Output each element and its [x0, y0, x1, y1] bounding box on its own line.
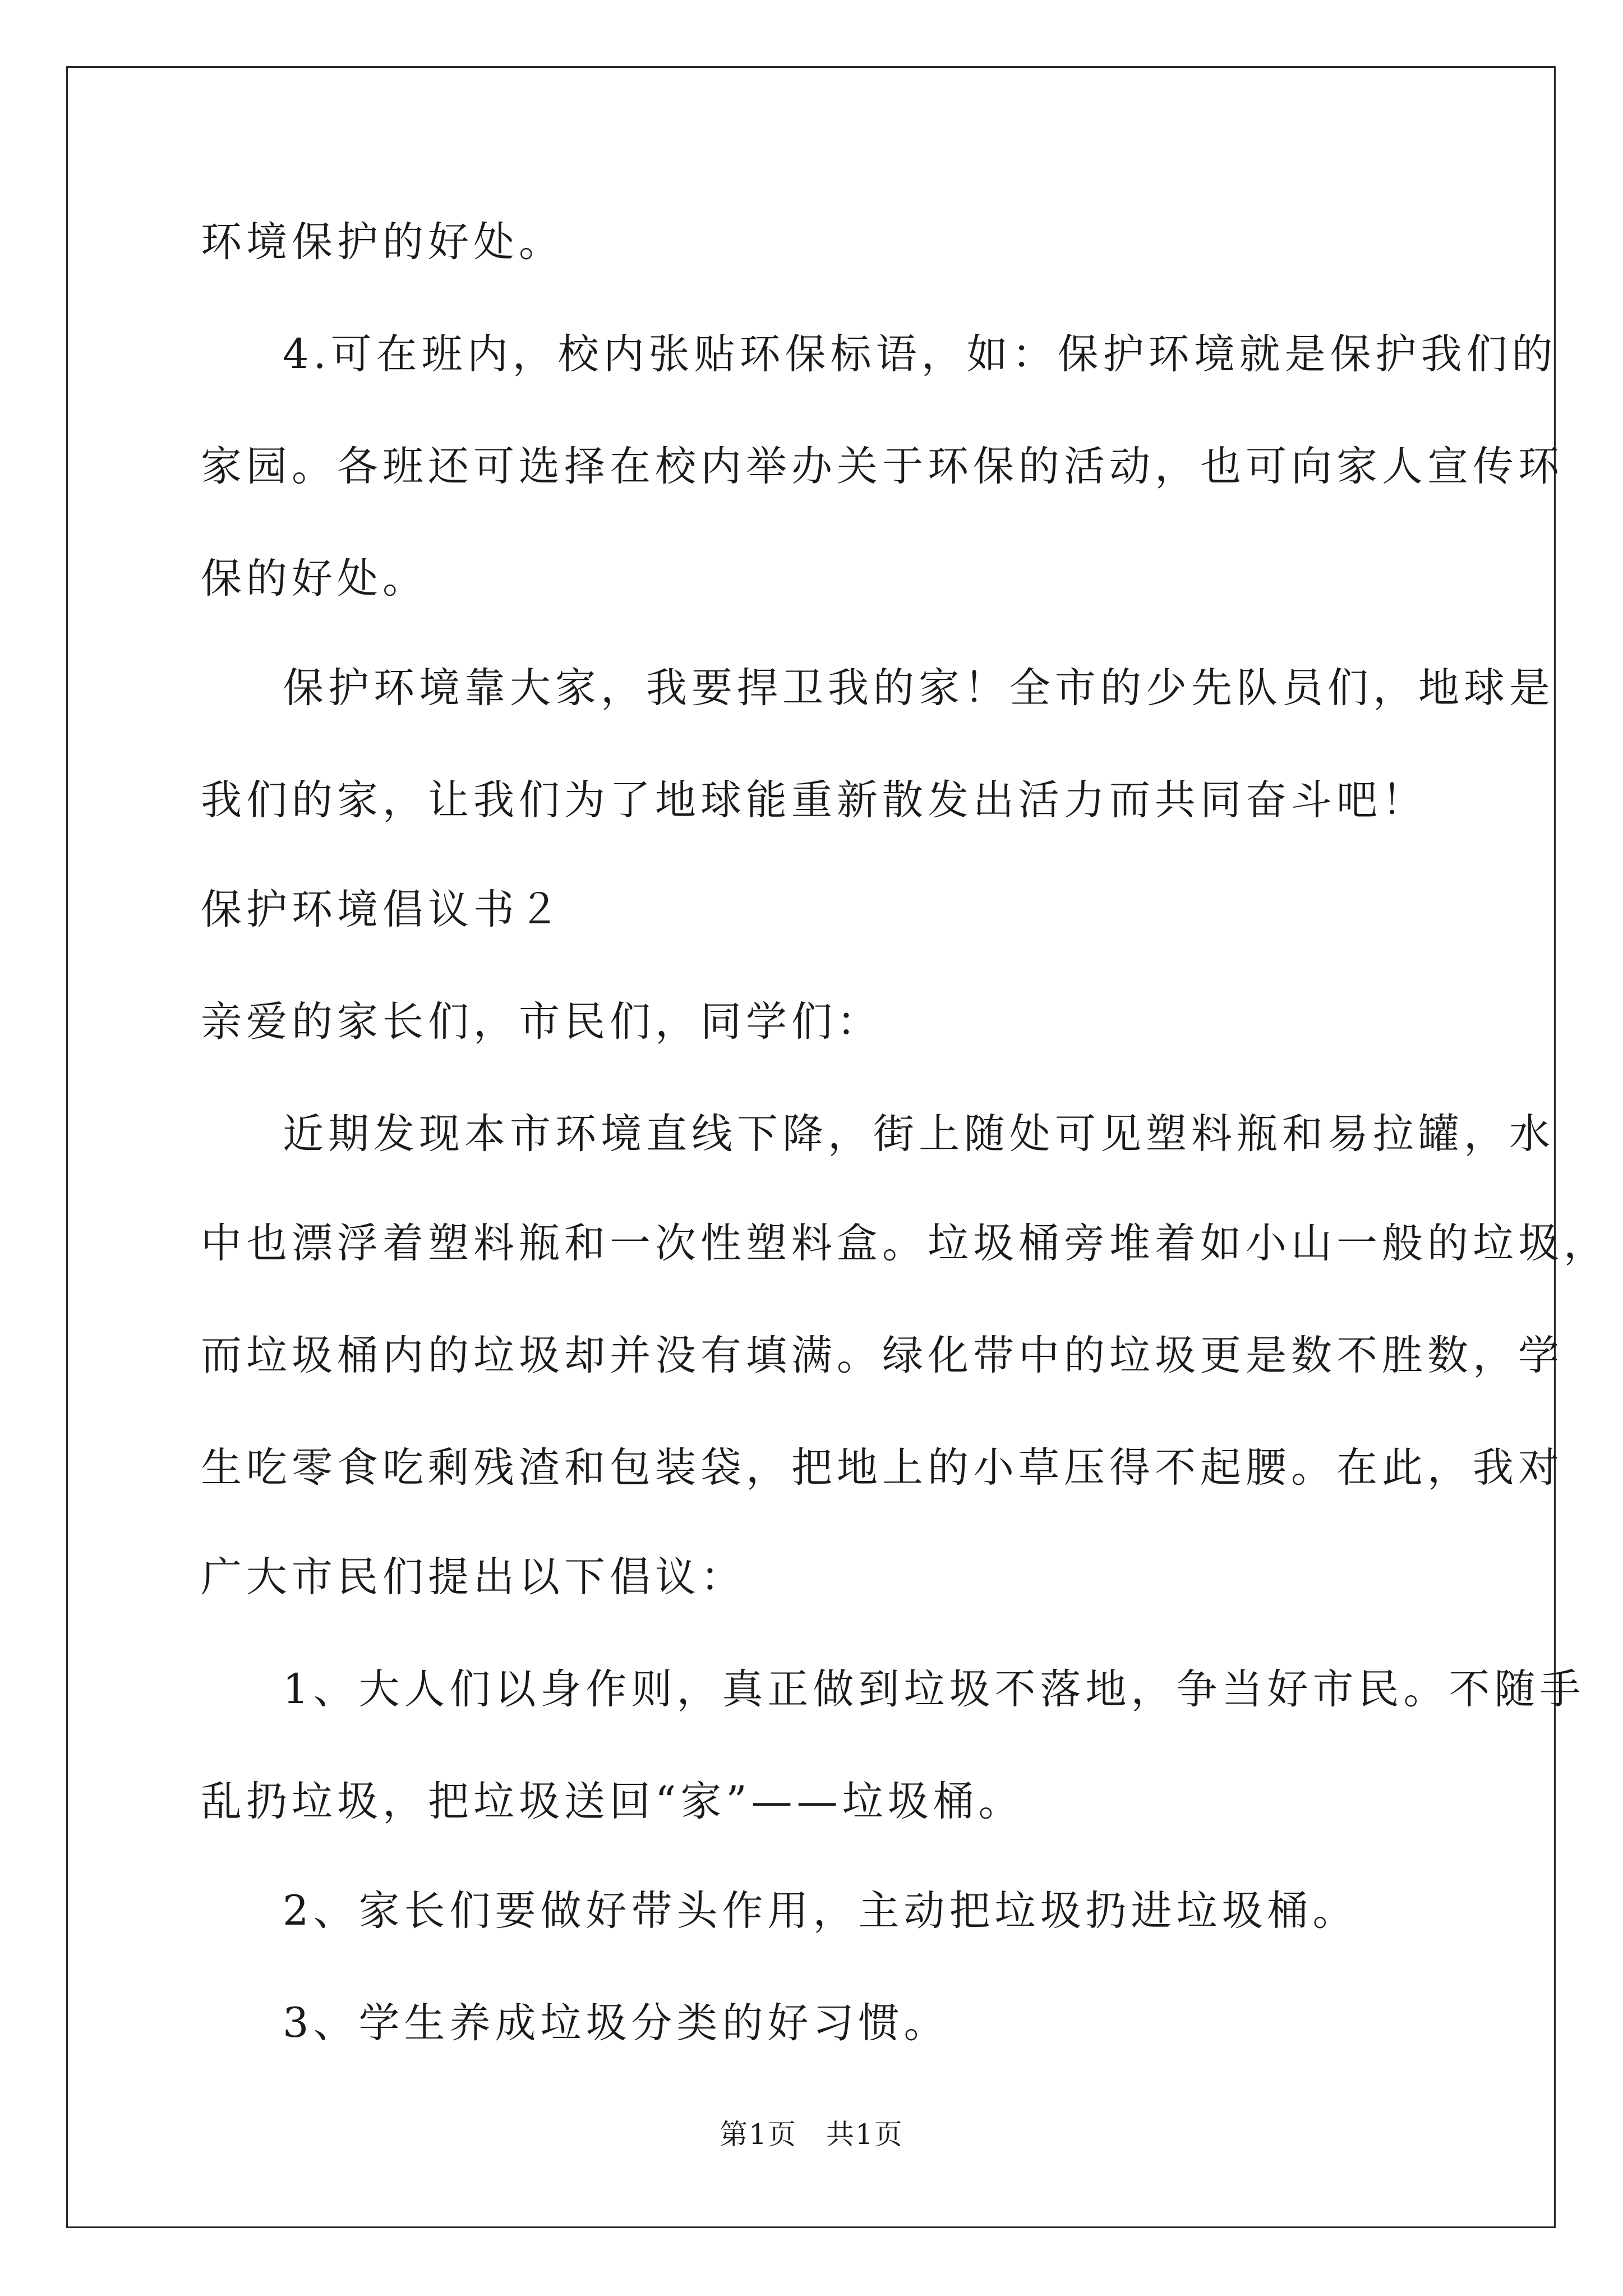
text-line: 乱扔垃圾，把垃圾送回“家”——垃圾桶。	[201, 1778, 1024, 1825]
text-line: 保护环境靠大家，我要捍卫我的家！全市的少先队员们，地球是	[283, 664, 1555, 712]
salutation: 亲爱的家长们，市民们，同学们：	[201, 998, 882, 1046]
text-line: 中也漂浮着塑料瓶和一次性塑料盒。垃圾桶旁堆着如小山一般的垃圾，	[201, 1220, 1609, 1267]
list-item: 2、家长们要做好带头作用，主动把垃圾扔进垃圾桶。	[283, 1887, 1358, 1935]
list-item: 3、学生养成垃圾分类的好习惯。	[283, 1999, 949, 2047]
page-footer: 第1页 共1页	[720, 2118, 903, 2151]
text-line: 保的好处。	[201, 555, 428, 602]
text-line: 而垃圾桶内的垃圾却并没有填满。绿化带中的垃圾更是数不胜数，学	[201, 1332, 1564, 1379]
text-line: 家园。各班还可选择在校内举办关于环保的活动，也可向家人宣传环	[201, 443, 1564, 490]
text-line: 环境保护的好处。	[201, 218, 564, 266]
text-line: 我们的家，让我们为了地球能重新散发出活力而共同奋斗吧！	[201, 776, 1427, 824]
text-line: 近期发现本市环境直线下降，街上随处可见塑料瓶和易拉罐，水	[283, 1110, 1555, 1158]
text-line: 4.可在班内，校内张贴环保标语，如：保护环境就是保护我们的	[283, 330, 1557, 378]
section-heading: 保护环境倡议书２	[201, 886, 564, 933]
text-line: 生吃零食吃剩残渣和包装袋，把地上的小草压得不起腰。在此，我对	[201, 1444, 1564, 1492]
list-item: 1、大人们以身作则，真正做到垃圾不落地，争当好市民。不随手	[283, 1665, 1585, 1713]
text-line: 广大市民们提出以下倡议：	[201, 1553, 746, 1601]
